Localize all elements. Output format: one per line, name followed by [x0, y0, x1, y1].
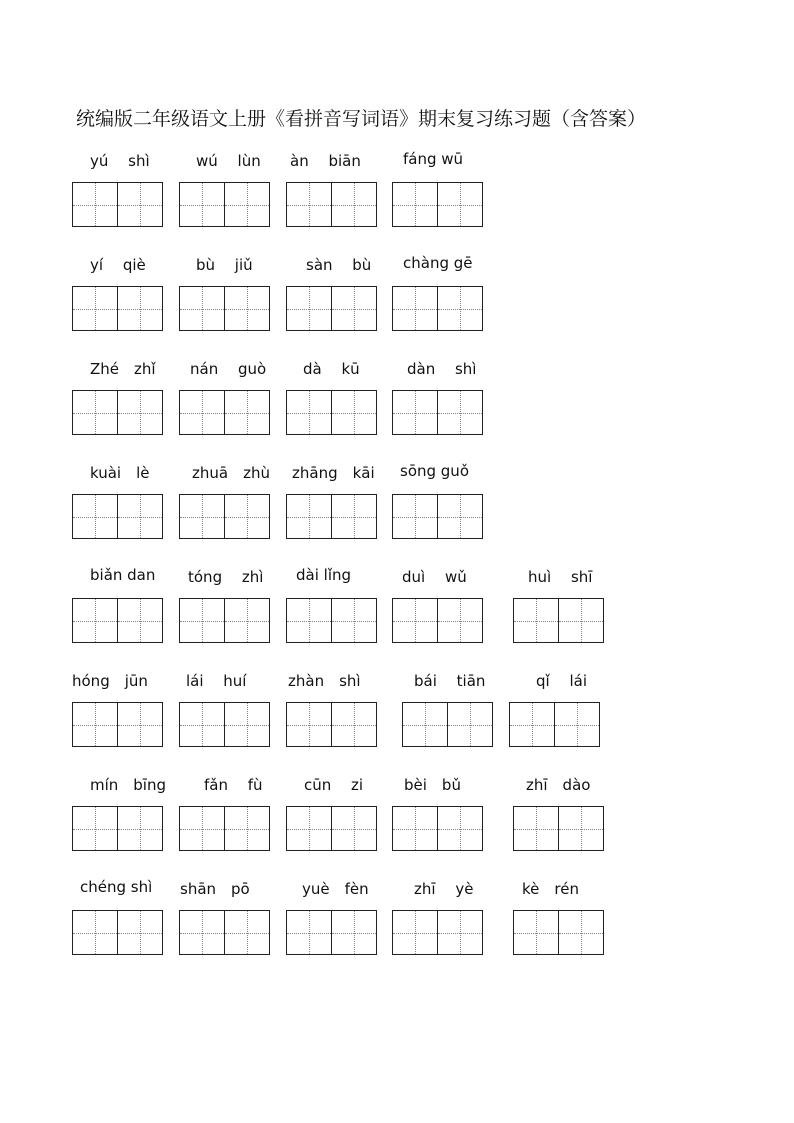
tian-zi-cell[interactable]: [117, 911, 162, 954]
pinyin-label: tóng zhì: [188, 568, 264, 586]
tian-zi-cell[interactable]: [117, 183, 162, 226]
pinyin-label: bèi bǔ: [404, 776, 461, 794]
tian-zi-cell[interactable]: [331, 495, 376, 538]
tian-zi-cell[interactable]: [73, 911, 117, 954]
tian-zi-cell[interactable]: [331, 807, 376, 850]
tian-zi-cell[interactable]: [224, 287, 269, 330]
exercise-row: [0, 150, 794, 254]
tian-zi-cell[interactable]: [180, 599, 224, 642]
pinyin-label: biǎn dan: [90, 566, 156, 584]
pinyin-label: zhàn shì: [288, 672, 361, 690]
pinyin-label: yú shì: [90, 152, 150, 170]
tian-zi-cell[interactable]: [514, 807, 558, 850]
pinyin-label: fǎn fù: [204, 776, 263, 794]
writing-grid: [513, 910, 604, 955]
tian-zi-cell[interactable]: [224, 807, 269, 850]
writing-grid: [392, 286, 483, 331]
tian-zi-cell[interactable]: [437, 495, 482, 538]
tian-zi-cell[interactable]: [287, 703, 331, 746]
pinyin-label: yuè fèn: [302, 880, 369, 898]
writing-grid: [72, 910, 163, 955]
exercise-row: [0, 254, 794, 358]
tian-zi-cell[interactable]: [287, 495, 331, 538]
tian-zi-cell[interactable]: [437, 183, 482, 226]
tian-zi-cell[interactable]: [180, 287, 224, 330]
pinyin-label: qǐ lái: [536, 672, 587, 690]
pinyin-label: kuài lè: [90, 464, 150, 482]
tian-zi-cell[interactable]: [558, 599, 603, 642]
writing-grid: [392, 182, 483, 227]
pinyin-label: kè rén: [522, 880, 579, 898]
exercise-row: [0, 878, 794, 982]
tian-zi-cell[interactable]: [117, 495, 162, 538]
tian-zi-cell[interactable]: [224, 599, 269, 642]
writing-grid: [179, 806, 270, 851]
writing-grid: [72, 702, 163, 747]
tian-zi-cell[interactable]: [331, 911, 376, 954]
writing-grid: [179, 494, 270, 539]
pinyin-label: dàn shì: [407, 360, 477, 378]
writing-grid: [286, 182, 377, 227]
pinyin-label: zhāng kāi: [292, 464, 375, 482]
pinyin-label: bái tiān: [414, 672, 486, 690]
tian-zi-cell[interactable]: [554, 703, 599, 746]
pinyin-label: fáng wū: [403, 150, 464, 168]
tian-zi-cell[interactable]: [403, 703, 447, 746]
exercise-row: [0, 774, 794, 878]
writing-grid: [179, 286, 270, 331]
tian-zi-cell[interactable]: [287, 183, 331, 226]
tian-zi-cell[interactable]: [180, 703, 224, 746]
tian-zi-cell[interactable]: [393, 495, 437, 538]
exercise-row: [0, 566, 794, 670]
tian-zi-cell[interactable]: [73, 807, 117, 850]
tian-zi-cell[interactable]: [117, 703, 162, 746]
writing-grid: [286, 910, 377, 955]
tian-zi-cell[interactable]: [287, 599, 331, 642]
writing-grid: [179, 598, 270, 643]
writing-grid: [72, 390, 163, 435]
pinyin-label: lái huí: [186, 672, 247, 690]
tian-zi-cell[interactable]: [73, 495, 117, 538]
tian-zi-cell[interactable]: [393, 911, 437, 954]
tian-zi-cell[interactable]: [331, 391, 376, 434]
tian-zi-cell[interactable]: [437, 287, 482, 330]
tian-zi-cell[interactable]: [437, 391, 482, 434]
writing-grid: [286, 286, 377, 331]
pinyin-label: shān pō: [180, 880, 250, 898]
pinyin-label: dà kū: [303, 360, 360, 378]
tian-zi-cell[interactable]: [180, 183, 224, 226]
tian-zi-cell[interactable]: [393, 287, 437, 330]
tian-zi-cell[interactable]: [73, 183, 117, 226]
writing-grid: [286, 494, 377, 539]
tian-zi-cell[interactable]: [180, 391, 224, 434]
pinyin-label: àn biān: [290, 152, 361, 170]
tian-zi-cell[interactable]: [514, 911, 558, 954]
exercise-row: [0, 462, 794, 566]
tian-zi-cell[interactable]: [393, 183, 437, 226]
tian-zi-cell[interactable]: [180, 807, 224, 850]
tian-zi-cell[interactable]: [558, 807, 603, 850]
pinyin-label: Zhé zhǐ: [90, 360, 156, 378]
pinyin-label: wú lùn: [196, 152, 261, 170]
writing-grid: [179, 910, 270, 955]
tian-zi-cell[interactable]: [180, 495, 224, 538]
writing-grid: [513, 598, 604, 643]
tian-zi-cell[interactable]: [393, 599, 437, 642]
tian-zi-cell[interactable]: [287, 911, 331, 954]
tian-zi-cell[interactable]: [224, 703, 269, 746]
writing-grid: [72, 806, 163, 851]
tian-zi-cell[interactable]: [331, 599, 376, 642]
tian-zi-cell[interactable]: [224, 183, 269, 226]
tian-zi-cell[interactable]: [224, 391, 269, 434]
writing-grid: [72, 494, 163, 539]
pinyin-label: nán guò: [190, 360, 267, 378]
pinyin-label: sàn bù: [306, 256, 372, 274]
tian-zi-cell[interactable]: [558, 911, 603, 954]
tian-zi-cell[interactable]: [437, 599, 482, 642]
tian-zi-cell[interactable]: [510, 703, 554, 746]
writing-grid: [72, 286, 163, 331]
tian-zi-cell[interactable]: [514, 599, 558, 642]
tian-zi-cell[interactable]: [73, 391, 117, 434]
writing-grid: [286, 598, 377, 643]
tian-zi-cell[interactable]: [331, 183, 376, 226]
tian-zi-cell[interactable]: [180, 911, 224, 954]
pinyin-label: huì shī: [528, 568, 593, 586]
tian-zi-cell[interactable]: [224, 911, 269, 954]
writing-grid: [286, 702, 377, 747]
tian-zi-cell[interactable]: [287, 287, 331, 330]
tian-zi-cell[interactable]: [393, 391, 437, 434]
writing-grid: [72, 182, 163, 227]
pinyin-label: bù jiǔ: [196, 256, 253, 274]
tian-zi-cell[interactable]: [331, 287, 376, 330]
pinyin-label: yí qiè: [90, 256, 146, 274]
writing-grid: [392, 806, 483, 851]
writing-grid: [392, 910, 483, 955]
pinyin-label: zhī dào: [526, 776, 591, 794]
pinyin-label: chéng shì: [80, 878, 153, 896]
tian-zi-cell[interactable]: [287, 391, 331, 434]
writing-grid: [286, 390, 377, 435]
tian-zi-cell[interactable]: [331, 703, 376, 746]
writing-grid: [392, 494, 483, 539]
tian-zi-cell[interactable]: [437, 807, 482, 850]
pinyin-label: zhī yè: [414, 880, 474, 898]
tian-zi-cell[interactable]: [73, 599, 117, 642]
tian-zi-cell[interactable]: [117, 807, 162, 850]
writing-grid: [513, 806, 604, 851]
exercise-row: [0, 358, 794, 462]
writing-grid: [179, 390, 270, 435]
pinyin-label: hóng jūn: [72, 672, 148, 690]
page-title: 统编版二年级语文上册《看拼音写词语》期末复习练习题（含答案）: [76, 108, 647, 130]
writing-grid: [509, 702, 600, 747]
pinyin-label: zhuā zhù: [192, 464, 270, 482]
tian-zi-cell[interactable]: [73, 287, 117, 330]
tian-zi-cell[interactable]: [393, 807, 437, 850]
tian-zi-cell[interactable]: [447, 703, 492, 746]
pinyin-label: cūn zi: [304, 776, 364, 794]
tian-zi-cell[interactable]: [117, 391, 162, 434]
tian-zi-cell[interactable]: [73, 703, 117, 746]
tian-zi-cell[interactable]: [117, 287, 162, 330]
writing-grid: [179, 182, 270, 227]
tian-zi-cell[interactable]: [287, 807, 331, 850]
writing-grid: [286, 806, 377, 851]
tian-zi-cell[interactable]: [437, 911, 482, 954]
pinyin-label: dài lǐng: [296, 566, 352, 584]
exercise-row: [0, 670, 794, 774]
tian-zi-cell[interactable]: [117, 599, 162, 642]
tian-zi-cell[interactable]: [224, 495, 269, 538]
pinyin-label: mín bīng: [90, 776, 167, 794]
writing-grid: [402, 702, 493, 747]
writing-grid: [392, 390, 483, 435]
writing-grid: [72, 598, 163, 643]
pinyin-label: sōng guǒ: [400, 462, 469, 480]
writing-grid: [392, 598, 483, 643]
writing-grid: [179, 702, 270, 747]
pinyin-label: chàng gē: [403, 254, 473, 272]
pinyin-label: duì wǔ: [402, 568, 467, 586]
